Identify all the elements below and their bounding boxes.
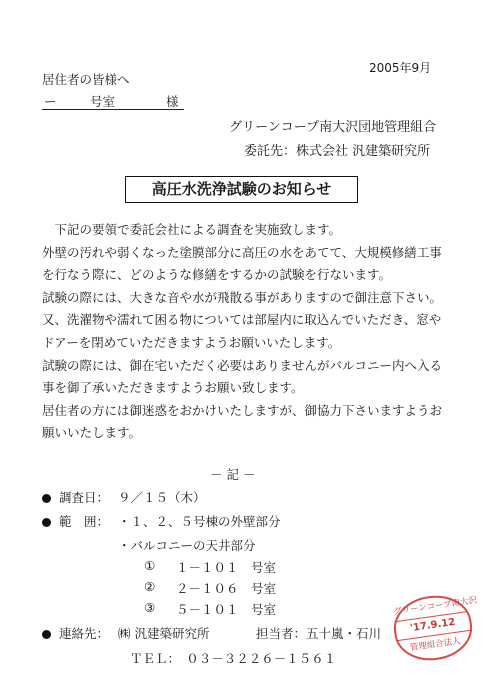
contact-person: 担当者：五十嵐・石川 <box>256 626 382 641</box>
stamp-date: '17.9.12 <box>395 611 471 641</box>
room-number-mark: ③ <box>144 600 156 615</box>
stamp-top: グリーンコープ南大沢 <box>392 595 478 618</box>
stamp-bottom: 管理組合法人 <box>409 636 462 654</box>
contact-label: 連絡先： <box>59 626 110 641</box>
issue-date: 2005年9月 <box>369 61 432 75</box>
bullet-icon <box>42 630 51 639</box>
received-stamp <box>390 591 476 665</box>
body-line: 又、洗濯物や濡れて困る物については部屋内に取込んでいただき、窓や <box>42 312 442 328</box>
body-line: 下記の要領で委託会社による調査を実施致します。 <box>42 222 342 237</box>
scope-line: ・１、２、５号棟の外壁部分 <box>118 514 281 529</box>
body-line: 試験の際には、大きな音や水が飛散る事がありますので御注意下さい。 <box>42 289 443 305</box>
notice-body <box>42 219 462 445</box>
room-entry: １－１０１ 号室 <box>176 560 277 575</box>
survey-date-label: 調査日： <box>59 490 110 505</box>
notice-title: 高圧水洗浄試験のお知らせ <box>125 176 358 203</box>
scope-label: 範 囲： <box>59 514 110 529</box>
body-line: 外壁の汚れや弱くなった塗膜部分に高圧の水をあてて、大規模修繕工事 <box>42 244 442 260</box>
contact-telephone: ＴＥＬ： ０３－３２２６－１５６１ <box>130 651 337 666</box>
room-dash: ー <box>44 94 57 109</box>
body-line: 事を御了承いただきますようお願い致します。 <box>42 380 304 396</box>
sama-label: 様 <box>166 94 179 109</box>
survey-date-value: ９／１５（木） <box>118 490 206 505</box>
body-line: 願いいたします。 <box>42 425 142 441</box>
contact-company: ㈱ 汎建築研究所 <box>118 626 210 641</box>
underline <box>42 109 184 110</box>
ki-heading: － 記 － <box>210 467 256 482</box>
scope-row <box>42 512 109 530</box>
contact-row <box>42 624 109 642</box>
room-entry: ５－１０１ 号室 <box>176 602 277 617</box>
bullet-icon <box>42 518 51 527</box>
room-label: 号室 <box>90 94 116 109</box>
room-number-mark: ① <box>144 558 156 573</box>
recipient-line: 居住者の皆様へ <box>42 72 130 87</box>
body-line: を行なう際に、どのような修繕をするかの試験を行ないます。 <box>42 267 392 283</box>
sender-organization: グリーンコープ南大沢団地管理組合 <box>229 120 437 135</box>
bullet-icon <box>42 494 51 503</box>
body-line: 居住者の方には御迷惑をおかけいたしますが、御協力下さいますようお <box>42 402 443 418</box>
body-line: 試験の際には、御在宅いただく必要はありませんがバルコニー内へ入る <box>42 357 443 373</box>
room-entry: ２－１０６ 号室 <box>176 581 277 596</box>
room-number-mark: ② <box>144 579 156 594</box>
survey-date-row <box>42 488 109 506</box>
scope-line: ・バルコニーの天井部分 <box>118 538 256 553</box>
entrusted-company: 委託先：株式会社 汎建築研究所 <box>244 144 431 159</box>
body-line: ドアーを閉めていただきますようお願いいたします。 <box>42 334 341 350</box>
